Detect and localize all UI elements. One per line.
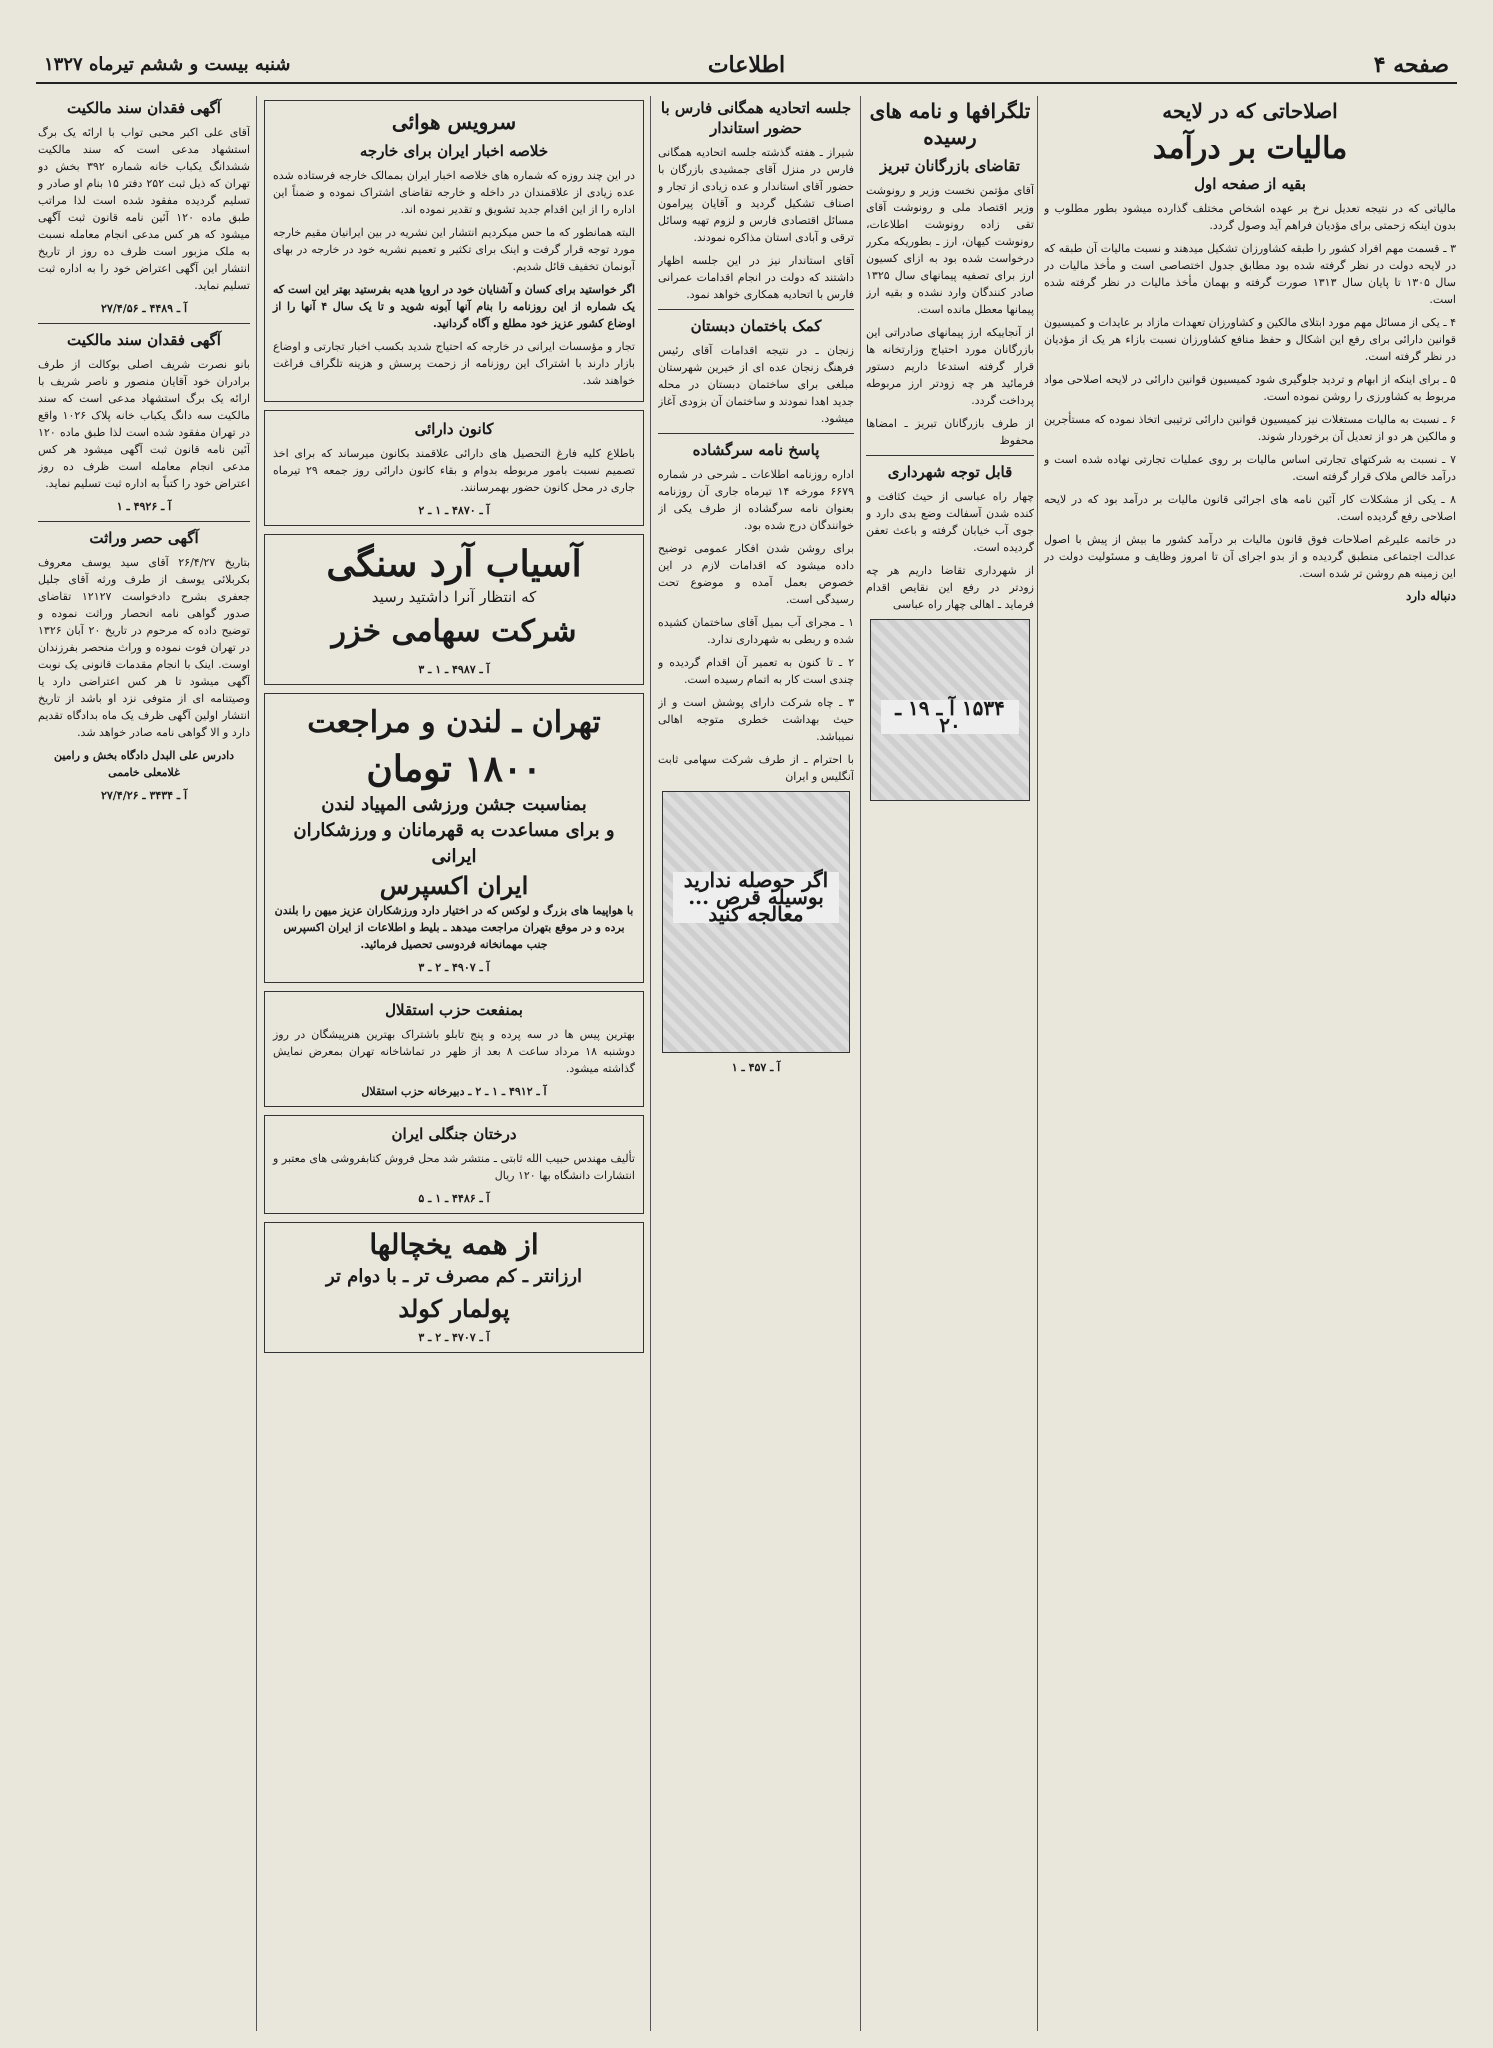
column-rule xyxy=(650,96,651,2031)
paragraph: ۶ ـ نسبت به مالیات مستغلات نیز کمیسیون قوانین دارائی ترتیبی اتخاذ نموده که مستأجرین و مالکین هر دو از تعدیل آن برخوردار شوند. xyxy=(1044,413,1456,443)
ad-subtitle: که انتظار آنرا داشتید رسید xyxy=(371,588,537,606)
ad-line: و برای مساعدت به قهرمانان و ورزشکاران ایرانی xyxy=(293,820,615,867)
paragraph: ۳ ـ چاه شرکت دارای پوشش است و از حیث بهداشت خطری متوجه اهالی نمیباشد. xyxy=(658,696,854,743)
paragraph: باطلاع کلیه فارغ التحصیل های دارائی علاقمند بکانون میرساند که برای اخذ تصمیم نسبت بامور مربوطه بدوام و بقاء کانون دارائی روز جمعه ۲۹ تیرماه جاری در محل کانون حضور بهمرسانند. xyxy=(273,447,635,494)
paragraph: ۷ ـ نسبت به شرکتهای تجارتی اساس مالیات بر روی عملیات تجارتی نهاده شده است و درآمد خالص ملاک قرار گرفته است. xyxy=(1044,453,1456,483)
legal-notices-column xyxy=(38,96,250,2031)
paragraph: با هواپیما های بزرگ و لوکس که در اختیار دارد ورزشکاران عزیز میهن را بلندن برده و در موقع بتهران مراجعت میدهد ـ بلیط و اطلاعات از ایران اکسپرس جنب مهمانخانه فردوسی تحصیل فرمائید. xyxy=(274,904,634,951)
article-kicker: اصلاحاتی که در لایحه xyxy=(1162,99,1338,123)
box-subtitle: خلاصه اخبار ایران برای خارجه xyxy=(359,142,549,160)
ad-subtitle: ارزانتر ـ کم مصرف تر ـ با دوام تر xyxy=(325,1266,583,1287)
paragraph: ۲ ـ تا کنون به تعمیر آن اقدام گردیده و چندی است کار به اتمام رسیده است. xyxy=(658,656,854,686)
party-benefit-box xyxy=(264,991,644,1107)
ad-headline: تهران ـ لندن و مراجعت xyxy=(307,705,601,740)
paragraph: ۵ ـ برای اینکه از ابهام و تردید جلوگیری شود کمیسیون قوانین دارائی در لایحه اصلاحی مواد مربوط به کشاورزی را روشن نموده است. xyxy=(1044,373,1456,403)
divider xyxy=(658,433,854,434)
paragraph: بتاریخ ۲۶/۴/۲۷ آقای سید یوسف معروف بکربلائی یوسف از طرف ورثه آقای جلیل جعفری بشرح دادخواست ۱۲۱۲۷ تقاضای صدور گواهی نامه انحصار وراثت نموده و توضیح داده که مرحوم در تاریخ ۲۰ آبان ۱۳۲۶ در تهران فوت نموده و وراث منحصر بفرزندان اوست. اینک با انجام مقدمات قانونی یک نوبت آگهی میشود تا هر کس اعتراضی دارد یا وصیتنامه ای از متوفی نزد او باشد از تاریخ انتشار اولین آگهی ظرف یک ماه بدادگاه تقدیم دارد و الا گواهی نامه صادر خواهد شد. xyxy=(38,556,250,739)
divider xyxy=(658,309,854,310)
paragraph: شیراز ـ هفته گذشته جلسه اتحادیه همگانی فارس در منزل آقای جمشیدی بازرگان با حضور آقای استاندار و عده زیادی از تجار و اصناف تشکیل گردید و آقایان پیرامون مسائل اقتصادی فارس و لزوم تهیه وسائل ترقی و آبادی استان مذاکره نمودند. xyxy=(658,146,854,244)
paragraph: چهار راه عباسی از حیث کثافت و کنده شدن آسفالت وضع بدی دارد و جوی آب خیابان گرفته و باعث تعفن گردیده است. xyxy=(866,490,1034,554)
divider xyxy=(866,455,1034,456)
air-service-box xyxy=(264,100,644,402)
paragraph: آقای علی اکبر محبی تواب با ارائه یک برگ استشهاد مدعی است که سند مالکیت ششدانگ یکباب خانه شماره ۳۹۲ بخش دو تهران که ذیل ثبت ۲۵۲ دفتر ۱۵ بنام او صادر و تسلیم گردیده مفقود شده است لذا مراتب طبق ماده ۱۲۰ آئین نامه قانون ثبت آگهی میشود که هر کس مدعی انجام معامله نسبت به ملک مزبور است ظرف ده روز از تاریخ انتشار این آگهی اعتراض خود را به اداره ثبت تسلیم نماید. xyxy=(38,126,250,292)
section-headline: تلگرافها و نامه های رسیده xyxy=(869,99,1031,149)
paragraph: با احترام ـ از طرف شرکت سهامی ثابت آنگلیس و ایران xyxy=(658,753,854,783)
ad-reference: آ ـ ۴۴۸۶ ـ ۱ ـ ۵ xyxy=(418,1192,490,1205)
paragraph: اداره روزنامه اطلاعات ـ شرحی در شماره ۶۶۷۹ مورخه ۱۴ تیرماه جاری آن روزنامه بعنوان نامه سرگشاده از طرف یکی از خوانندگان درج شده بود. xyxy=(658,468,854,532)
column-rule xyxy=(1037,96,1038,2031)
ad-reference: آ ـ ۴۸۷۰ ـ ۱ ـ ۲ xyxy=(418,504,490,517)
paragraph: از شهرداری تقاضا داریم هر چه زودتر در رفع این نقایص اقدام فرماید ـ اهالی چهار راه عباسی xyxy=(866,564,1034,611)
ad-headline: آسیاب آرد سنگی xyxy=(326,543,582,585)
ad-price: ۱۸۰۰ تومان xyxy=(366,748,542,790)
mill-ad xyxy=(264,534,644,685)
notice-reference: آ ـ ۴۹۲۶ ـ ۱ xyxy=(116,500,172,513)
issue-date: شنبه بیست و ششم تیرماه ۱۳۲۷ xyxy=(44,54,291,75)
paragraph: تألیف مهندس حبیب الله ثابتی ـ منتشر شد محل فروش کتابفروشی های معتبر و انتشارات دانشگاه بها ۱۲۰ ریال xyxy=(273,1152,635,1182)
divider xyxy=(38,521,250,522)
paragraph: آقای استاندار نیز در این جلسه اظهار داشتند که دولت در انجام اقدامات عمرانی فارس با اتحادیه همکاری خواهد نمود. xyxy=(658,254,854,301)
paragraph: مالیاتی که در نتیجه تعدیل نرخ بر عهده اشخاص مختلف گذارده میشود بطور مطلوب و بدون اینکه زحمتی برای مؤدیان فراهم آید وصول گردد. xyxy=(1044,202,1456,232)
paragraph: ۸ ـ یکی از مشکلات کار آئین نامه های اجرائی قانون مالیات بر درآمد بود که در لایحه اصلاحی رفع گردیده است. xyxy=(1044,493,1456,523)
paragraph: در این چند روزه که شماره های خلاصه اخبار ایران بممالک خارجه فرستاده شده عده زیادی از علاقمندان در داخله و خارجه تقاضای اشتراک نموده و ضمناً این اداره را از این اقدام جدید تشویق و تقدیر نموده اند. xyxy=(273,169,635,216)
notice-title: آگهی فقدان سند مالکیت xyxy=(67,99,221,117)
notice-reference: آ ـ ۳۴۳۴ ـ ۲۷/۴/۲۶ xyxy=(100,789,188,802)
advertisement-image xyxy=(870,619,1030,801)
continued-note: دنباله دارد xyxy=(1405,589,1456,603)
paragraph: تجار و مؤسسات ایرانی در خارجه که احتیاج شدید بکسب اخبار تجارتی و اوضاع بازار دارند با اشتراک این روزنامه از زحمت پرسش و هزینه تلگراف فراغت خواهند شد. xyxy=(273,340,635,387)
brand-name: پولمار کولد xyxy=(398,1294,510,1323)
paragraph: بانو نصرت شریف اصلی بوکالت از طرف برادران خود آقایان منصور و ناصر شریف با ارائه یک برگ استشهاد مدعی است که سند مالکیت سه دانگ یکباب خانه پلاک ۱۰۲۶ واقع در تهران مفقود شده است لذا طبق ماده ۱۲۰ آئین نامه قانون ثبت آگهی میشود هر کس مدعی انجام معامله است ظرف ده روز اعتراض خود را کتباً به اداره ثبت تسلیم نماید. xyxy=(38,358,250,490)
company-logo: شرکت سهامی خزر xyxy=(331,614,577,649)
paragraph: ۳ ـ قسمت مهم افراد کشور را طبقه کشاورزان تشکیل میدهند و نسبت مالیات آن طبقه که در لایحه دولت در نظر گرفته شده بود مطابق جدول اختصاصی است و مأخذ مالیات در سال ۱۳۰۵ تا پایان سال ۱۳۱۳ صورت گرفته و بهمان مأخذ مالیات در نظر گرفته شده است. xyxy=(1044,242,1456,306)
ad-reference: آ ـ ۴۹۰۷ ـ ۲ ـ ۳ xyxy=(418,961,490,974)
paragraph: آقای مؤتمن نخست وزیر و رونوشت وزیر اقتصاد ملی و رونوشت آقای تقی زاده رونوشت اطلاعات، رونوشت کیهان، ارز ـ بطوریکه مکرر درخواست شده بود به ازای کسیون ارز برای تصفیه پیمانهای سال ۱۳۲۵ صادر کنندگان وارد نشده و بقیه ارز پیمانها معطل مانده است. xyxy=(866,184,1034,316)
box-title: بمنفعت حزب استقلال xyxy=(385,1001,523,1019)
telegrams-column xyxy=(866,96,1034,2031)
item-headline: کمک باختمان دبستان xyxy=(690,317,822,335)
ad-label: اگر حوصله ندارید بوسیله قرص ... معالجه کنید xyxy=(673,872,839,923)
london-trip-ad xyxy=(264,693,644,983)
masthead xyxy=(36,48,1457,84)
box-title: کانون دارائی xyxy=(414,420,494,438)
ad-reference: آ ـ ۴۷۰۷ ـ ۲ ـ ۳ xyxy=(418,1331,490,1344)
paragraph: ۱ ـ مجرای آب بمیل آقای ساختمان کشیده شده و ربطی به شهرداری ندارد. xyxy=(658,616,854,646)
column-rule xyxy=(860,96,861,2031)
item-headline: جلسه اتحادیه همگانی فارس با حضور استاندار xyxy=(660,99,852,137)
article-headline: مالیات بر درآمد xyxy=(1152,131,1348,166)
box-title: سرویس هوائی xyxy=(391,110,517,134)
ad-reference: آ ـ ۴۹۸۷ ـ ۱ ـ ۳ xyxy=(418,663,490,676)
ad-reference: آ ـ ۴۹۱۲ ـ ۱ ـ ۲ ـ دبیرخانه حزب استقلال xyxy=(361,1085,547,1098)
paragraph: برای روشن شدن افکار عمومی توضیح داده میشود که اقدامات لازم در این خصوص بعمل آمده و موضوع تحت رسیدگی است. xyxy=(658,542,854,606)
finance-club-box xyxy=(264,410,644,526)
paragraph: زنجان ـ در نتیجه اقدامات آقای رئیس فرهنگ زنجان عده ای از خیرین شهرستان مبلغی برای ساختمان دبستان در محله جدید اهدا نمودند و ساختمان آن بزودی آغاز میشود. xyxy=(658,344,854,425)
signature-line: دادرس علی البدل دادگاه بخش و رامین غلامعلی خاممی xyxy=(53,749,235,779)
paragraph: از آنجاییکه ارز پیمانهای صادراتی این بازرگانان مورد احتیاج وزارتخانه ها قرار گرفته استدعا داریم دستور فرمائید هر چه زودتر ارز مربوطه پرداخت گردد. xyxy=(866,326,1034,407)
notice-title: آگهی فقدان سند مالکیت xyxy=(67,331,221,349)
ad-reference: آ ـ ۴۵۷ ـ ۱ xyxy=(731,1061,781,1074)
paragraph: بهترین پیس ها در سه پرده و پنج تابلو باشتراک بهترین هنرپیشگان در روز دوشنبه ۱۸ مرداد ساعت ۸ بعد از ظهر در تماشاخانه تهران بمعرض نمایش گذاشته میشود. xyxy=(273,1028,635,1075)
newspaper-name: اطلاعات xyxy=(707,52,786,78)
item-headline: قابل توجه شهرداری xyxy=(887,463,1013,481)
ad-label: ۱۵۳۴ آ ـ ۱۹ ـ ۲۰ xyxy=(881,700,1019,734)
notice-reference: آ ـ ۴۴۸۹ ـ ۲۷/۴/۵۶ xyxy=(100,302,188,315)
article-income-tax xyxy=(1044,96,1456,2031)
notice-title: آگهی حصر وراثت xyxy=(89,529,199,547)
page-number: صفحه ۴ xyxy=(1373,52,1449,78)
letters-column xyxy=(658,96,854,2031)
book-ad xyxy=(264,1115,644,1214)
advertisement-image xyxy=(662,791,850,1053)
paragraph: اگر خواستید برای کسان و آشنایان خود در اروپا هدیه بفرستید بهتر این است که یک شماره از این روزنامه را بنام آنها آبونه شوید و تا یک سال ۴ آنها را از اوضاع کشور عزیز خود مطلع و آگاه گردانید. xyxy=(273,283,636,330)
ad-line: بمناسبت جشن ورزشی المپیاد لندن xyxy=(321,794,587,815)
paragraph: ۴ ـ یکی از مسائل مهم مورد ابتلای مالکین و کشاورزان تعهدات مازاد بر عایدات و کمیسیون قوانین دارائی برای رفع این اشکال و حفظ منافع کشاورزان نسبت بازاء هر یک از مؤدیان در نظر گرفته است. xyxy=(1044,316,1456,363)
paragraph: در خاتمه علیرغم اصلاحات فوق قانون مالیات بر درآمد کشور ما بیش از پیش با اصول عدالت اجتماعی منطبق گردیده و از بدو اجرای آن تا امروز وظایف و مسئولیت دولت در این زمینه هم روشن تر شده است. xyxy=(1044,533,1456,580)
divider xyxy=(38,323,250,324)
paragraph: از طرف بازرگانان تبریز ـ امضاها محفوظ xyxy=(866,417,1034,447)
ads-column xyxy=(262,96,646,2031)
item-headline: تقاضای بازرگانان تبریز xyxy=(880,157,1020,175)
item-headline: پاسخ نامه سرگشاده xyxy=(692,441,820,459)
company-name: ایران اکسپرس xyxy=(379,871,529,900)
box-title: درختان جنگلی ایران xyxy=(391,1125,517,1143)
paragraph: البته همانطور که ما حس میکردیم انتشار این نشریه در بین ایرانیان مقیم خارجه مورد توجه قرار گرفت و اینک برای تکثیر و تعمیم نشریه خود در خارجه در بهای آبونمان تخفیف قائل شدیم. xyxy=(273,226,635,273)
column-rule xyxy=(256,96,257,2031)
article-continuation: بقیه از صفحه اول xyxy=(1194,175,1306,193)
ad-headline: از همه یخچالها xyxy=(369,1228,539,1261)
fridge-ad xyxy=(264,1222,644,1353)
